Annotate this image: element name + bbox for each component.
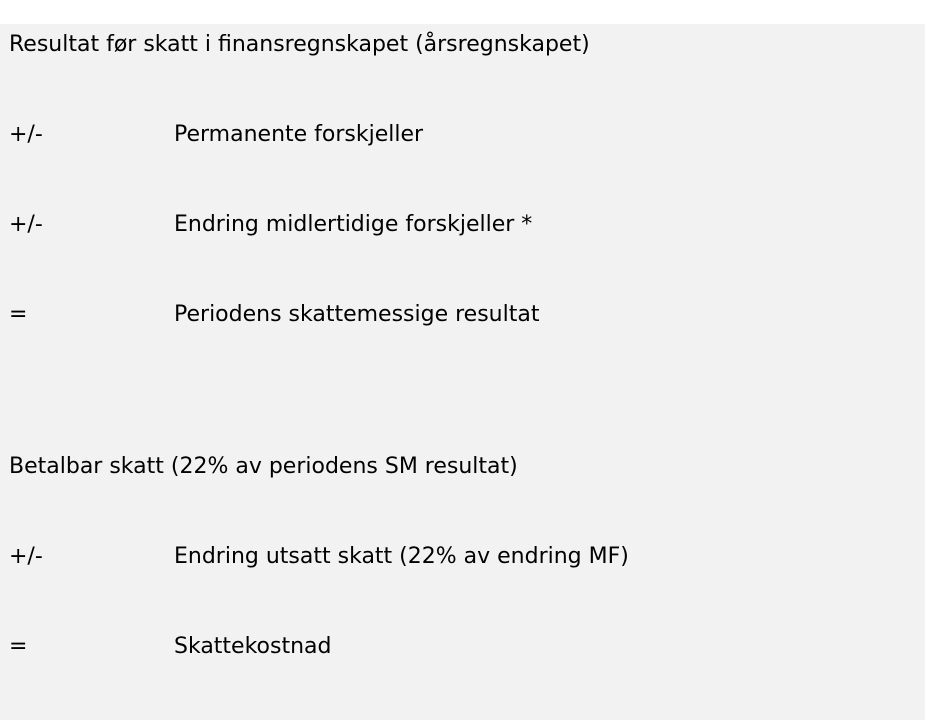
row-label-endring-utsatt-skatt: Endring utsatt skatt (22% av endring MF) bbox=[174, 544, 629, 569]
row-operator: = bbox=[9, 302, 28, 327]
row-label-periodens-skattemessige-resultat: Periodens skattemessige resultat bbox=[174, 302, 540, 327]
section1-heading: Resultat før skatt i finansregnskapet (årsregnskapet) bbox=[9, 32, 590, 57]
row-label-skattekostnad: Skattekostnad bbox=[174, 634, 332, 659]
row-operator: = bbox=[9, 634, 28, 659]
row-operator: +/- bbox=[9, 212, 43, 237]
section2-heading: Betalbar skatt (22% av periodens SM resultat) bbox=[9, 454, 518, 479]
row-operator: +/- bbox=[9, 544, 43, 569]
row-label-permanente-forskjeller: Permanente forskjeller bbox=[174, 122, 424, 147]
content-panel bbox=[0, 24, 925, 720]
row-operator: +/- bbox=[9, 122, 43, 147]
row-label-endring-midlertidige-forskjeller: Endring midlertidige forskjeller * bbox=[174, 212, 533, 237]
